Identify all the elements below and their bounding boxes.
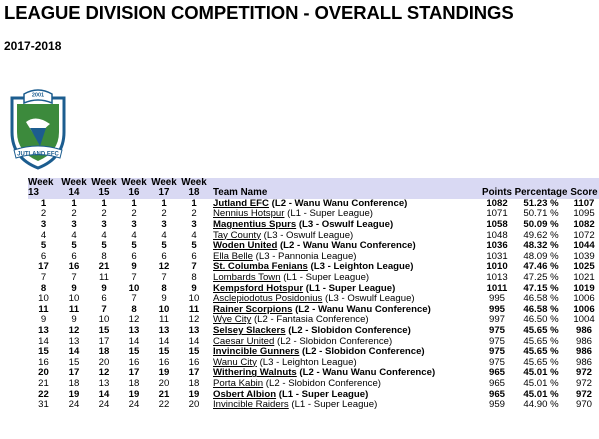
week-rank: 17 bbox=[128, 368, 140, 379]
percentage-header: Percentage bbox=[514, 187, 568, 199]
week-rank: 16 bbox=[128, 357, 140, 368]
week-header: Week 17 bbox=[151, 178, 177, 199]
week-rank: 24 bbox=[68, 400, 80, 411]
week-rank: 19 bbox=[128, 389, 140, 400]
team-cell bbox=[209, 209, 481, 220]
table-row bbox=[28, 294, 599, 305]
points-value: 975 bbox=[488, 336, 505, 347]
week-rank: 5 bbox=[40, 241, 47, 252]
week-rank: 9 bbox=[131, 262, 137, 273]
team-link[interactable]: Lombards Town bbox=[213, 272, 281, 283]
week-rank: 1 bbox=[40, 198, 47, 209]
week-rank: 7 bbox=[161, 272, 167, 283]
week-rank: 18 bbox=[128, 378, 140, 389]
points-header: Points bbox=[482, 187, 512, 199]
score-value: 986 bbox=[575, 325, 592, 336]
points-value: 1058 bbox=[486, 220, 508, 230]
week-rank: 7 bbox=[191, 262, 197, 273]
team-cell bbox=[209, 220, 481, 231]
score-value: 972 bbox=[575, 389, 592, 400]
week-rank: 24 bbox=[98, 400, 110, 411]
week-rank: 4 bbox=[101, 230, 107, 241]
page-title: LEAGUE DIVISION COMPETITION - OVERALL STANDINGS bbox=[4, 2, 514, 23]
svg-text:2001: 2001 bbox=[31, 92, 45, 99]
week-rank: 3 bbox=[101, 220, 107, 230]
league-label: (L1 - Super League) bbox=[284, 209, 374, 220]
team-name-header: Team Name bbox=[213, 187, 268, 199]
team-cell bbox=[209, 326, 481, 337]
table-row bbox=[28, 262, 599, 273]
percentage-value: 45.65 % bbox=[523, 325, 559, 336]
week-rank: 15 bbox=[158, 347, 170, 358]
points-value: 965 bbox=[488, 368, 505, 379]
standings-header-row bbox=[28, 178, 599, 199]
week-rank: 12 bbox=[158, 262, 170, 273]
score-value: 972 bbox=[575, 368, 592, 379]
points-value: 1031 bbox=[486, 251, 508, 262]
table-row bbox=[28, 231, 599, 242]
week-rank: 12 bbox=[128, 315, 140, 326]
team-link[interactable]: Porta Kabin bbox=[213, 378, 264, 389]
week-header: Week 14 bbox=[61, 178, 87, 199]
team-link[interactable]: Osbert Albion bbox=[213, 389, 277, 400]
week-rank: 9 bbox=[71, 315, 77, 326]
week-rank: 14 bbox=[158, 336, 170, 347]
week-rank: 7 bbox=[71, 272, 77, 283]
week-rank: 14 bbox=[98, 389, 110, 400]
week-rank: 14 bbox=[38, 336, 49, 347]
week-rank: 2 bbox=[191, 209, 197, 220]
week-rank: 21 bbox=[38, 378, 49, 389]
week-rank: 13 bbox=[188, 325, 200, 336]
percentage-value: 45.01 % bbox=[523, 378, 559, 389]
score-value: 1072 bbox=[573, 230, 595, 241]
week-rank: 2 bbox=[101, 209, 107, 220]
standings-body bbox=[28, 199, 599, 411]
percentage-value: 47.46 % bbox=[523, 262, 559, 273]
percentage-value: 49.62 % bbox=[523, 230, 559, 241]
team-cell bbox=[209, 337, 481, 348]
points-value: 1013 bbox=[486, 272, 508, 283]
league-label: (L2 - Slobidon Conference) bbox=[285, 325, 411, 336]
table-row bbox=[28, 347, 599, 358]
table-row bbox=[28, 390, 599, 401]
week-rank: 8 bbox=[101, 251, 107, 262]
score-value: 1004 bbox=[573, 315, 595, 326]
week-rank: 7 bbox=[131, 272, 137, 283]
week-rank: 5 bbox=[71, 241, 77, 252]
week-rank: 2 bbox=[71, 209, 77, 220]
score-value: 972 bbox=[575, 378, 592, 389]
league-label: (L2 - Slobidon Conference) bbox=[299, 347, 425, 358]
week-rank: 11 bbox=[99, 272, 109, 283]
score-value: 986 bbox=[575, 357, 592, 368]
week-header: Week 16 bbox=[121, 178, 147, 199]
team-link[interactable]: Kempsford Hotspur bbox=[213, 283, 304, 294]
league-label: (L1 - Super League) bbox=[276, 389, 369, 400]
league-label: (L1 - Super League) bbox=[288, 400, 378, 411]
week-rank: 13 bbox=[68, 336, 80, 347]
team-cell bbox=[209, 358, 481, 369]
week-rank: 4 bbox=[40, 230, 47, 241]
score-value: 1006 bbox=[573, 304, 595, 315]
team-cell bbox=[209, 294, 481, 305]
league-label: (L1 - Super League) bbox=[303, 283, 396, 294]
table-row bbox=[28, 220, 599, 231]
team-link[interactable]: Ella Belle bbox=[213, 251, 253, 262]
week-rank: 15 bbox=[128, 347, 140, 358]
team-cell bbox=[209, 262, 481, 273]
table-row bbox=[28, 284, 599, 295]
week-rank: 6 bbox=[161, 251, 167, 262]
week-header: Week 15 bbox=[91, 178, 117, 199]
percentage-value: 47.15 % bbox=[523, 283, 559, 294]
league-label: (L2 - Wanu Wanu Conference) bbox=[277, 241, 416, 252]
week-rank: 6 bbox=[71, 251, 77, 262]
week-rank: 10 bbox=[98, 315, 110, 326]
league-label: (L2 - Wanu Wanu Conference) bbox=[296, 368, 436, 379]
score-value: 1006 bbox=[573, 294, 595, 305]
league-label: (L2 - Fantasia Conference) bbox=[251, 315, 369, 326]
league-label: (L2 - Slobidon Conference) bbox=[274, 336, 393, 347]
team-link[interactable]: Tay County bbox=[213, 230, 261, 241]
week-rank: 12 bbox=[188, 315, 200, 326]
league-label: (L2 - Wanu Wanu Conference) bbox=[292, 304, 431, 315]
points-value: 965 bbox=[488, 389, 505, 400]
score-value: 1044 bbox=[573, 241, 595, 252]
points-value: 1071 bbox=[486, 209, 508, 220]
week-rank: 2 bbox=[131, 209, 137, 220]
league-label: (L2 - Wanu Wanu Conference) bbox=[268, 198, 408, 209]
week-rank: 1 bbox=[161, 198, 167, 209]
team-link[interactable]: Invincible Gunners bbox=[213, 347, 300, 358]
league-label: (L3 - Leighton League) bbox=[307, 262, 414, 273]
week-rank: 20 bbox=[98, 357, 110, 368]
table-row bbox=[28, 305, 599, 316]
week-rank: 18 bbox=[68, 378, 80, 389]
club-crest-logo bbox=[6, 84, 70, 170]
table-row bbox=[28, 252, 599, 263]
week-rank: 9 bbox=[71, 283, 77, 294]
week-rank: 10 bbox=[128, 283, 140, 294]
team-cell bbox=[209, 199, 481, 210]
percentage-value: 47.25 % bbox=[523, 272, 559, 283]
table-row bbox=[28, 379, 599, 390]
team-cell bbox=[209, 252, 481, 263]
week-rank: 6 bbox=[101, 294, 107, 305]
team-cell bbox=[209, 231, 481, 242]
team-cell bbox=[209, 368, 481, 379]
table-row bbox=[28, 400, 599, 411]
week-rank: 16 bbox=[68, 262, 80, 273]
week-rank: 15 bbox=[38, 347, 49, 358]
week-rank: 10 bbox=[68, 294, 80, 305]
team-link[interactable]: Rainer Scorpions bbox=[213, 304, 293, 315]
week-rank: 24 bbox=[128, 400, 140, 411]
week-rank: 14 bbox=[128, 336, 140, 347]
team-link[interactable]: Jutland EFC bbox=[213, 198, 269, 209]
team-link[interactable]: Wanu City bbox=[213, 357, 257, 368]
percentage-value: 44.90 % bbox=[523, 400, 559, 411]
week-rank: 17 bbox=[68, 368, 80, 379]
week-rank: 10 bbox=[188, 294, 200, 305]
score-value: 986 bbox=[575, 336, 592, 347]
points-value: 1082 bbox=[486, 198, 508, 209]
league-label: (L3 - Oswulf League) bbox=[296, 220, 394, 230]
standings-table bbox=[28, 178, 599, 411]
week-rank: 15 bbox=[98, 325, 110, 336]
team-cell bbox=[209, 241, 481, 252]
score-value: 1095 bbox=[573, 209, 595, 220]
table-row bbox=[28, 326, 599, 337]
week-rank: 17 bbox=[188, 368, 200, 379]
week-rank: 11 bbox=[38, 304, 49, 315]
week-rank: 1 bbox=[131, 198, 137, 209]
week-rank: 20 bbox=[158, 378, 170, 389]
percentage-value: 51.23 % bbox=[523, 198, 559, 209]
table-row bbox=[28, 241, 599, 252]
league-label: (L2 - Slobidon Conference) bbox=[263, 378, 381, 389]
week-rank: 11 bbox=[188, 304, 200, 315]
table-row bbox=[28, 273, 599, 284]
percentage-value: 45.01 % bbox=[523, 389, 559, 400]
week-rank: 16 bbox=[158, 357, 170, 368]
team-cell bbox=[209, 284, 481, 295]
week-rank: 9 bbox=[40, 315, 47, 326]
week-rank: 10 bbox=[158, 304, 170, 315]
table-row bbox=[28, 199, 599, 210]
week-rank: 11 bbox=[68, 304, 80, 315]
league-label: (L3 - Leighton League) bbox=[256, 357, 357, 368]
points-value: 1048 bbox=[486, 230, 508, 241]
week-rank: 4 bbox=[71, 230, 77, 241]
points-value: 975 bbox=[488, 325, 505, 336]
week-header: Week 18 bbox=[181, 178, 207, 199]
score-value: 1021 bbox=[573, 272, 595, 283]
week-rank: 6 bbox=[191, 251, 197, 262]
points-value: 975 bbox=[488, 347, 505, 358]
percentage-value: 50.09 % bbox=[523, 220, 559, 230]
score-value: 970 bbox=[575, 400, 592, 411]
week-rank: 15 bbox=[68, 357, 80, 368]
week-rank: 18 bbox=[98, 347, 110, 358]
week-rank: 5 bbox=[191, 241, 197, 252]
week-rank: 8 bbox=[191, 272, 197, 283]
points-value: 975 bbox=[488, 357, 505, 368]
week-rank: 21 bbox=[158, 389, 170, 400]
week-rank: 1 bbox=[101, 198, 107, 209]
week-rank: 22 bbox=[38, 389, 49, 400]
score-value: 1082 bbox=[573, 220, 595, 230]
week-rank: 12 bbox=[68, 325, 80, 336]
team-link[interactable]: Caesar United bbox=[213, 336, 275, 347]
league-label: (L3 - Pannonia League) bbox=[253, 251, 357, 262]
points-value: 995 bbox=[488, 294, 505, 305]
week-header: Week 13 bbox=[28, 178, 54, 199]
week-rank: 16 bbox=[188, 357, 200, 368]
team-cell bbox=[209, 400, 481, 411]
week-rank: 19 bbox=[68, 389, 80, 400]
week-rank: 19 bbox=[158, 368, 170, 379]
team-link[interactable]: Withering Walnuts bbox=[213, 368, 297, 379]
week-rank: 3 bbox=[131, 220, 137, 230]
week-rank: 7 bbox=[40, 272, 47, 283]
week-rank: 14 bbox=[68, 347, 80, 358]
table-row bbox=[28, 337, 599, 348]
week-rank: 17 bbox=[98, 336, 110, 347]
week-rank: 3 bbox=[40, 220, 47, 230]
week-rank: 4 bbox=[191, 230, 197, 241]
week-rank: 9 bbox=[101, 283, 107, 294]
team-cell bbox=[209, 379, 481, 390]
league-label: (L3 - Oswulf League) bbox=[261, 230, 354, 241]
team-cell bbox=[209, 390, 481, 401]
score-value: 1019 bbox=[573, 283, 595, 294]
week-rank: 15 bbox=[188, 347, 200, 358]
team-link[interactable]: Woden United bbox=[213, 241, 278, 252]
week-rank: 8 bbox=[40, 283, 47, 294]
percentage-value: 45.65 % bbox=[523, 347, 559, 358]
week-rank: 13 bbox=[158, 325, 170, 336]
table-row bbox=[28, 209, 599, 220]
week-rank: 31 bbox=[38, 400, 49, 411]
week-rank: 7 bbox=[131, 294, 137, 305]
week-rank: 9 bbox=[161, 294, 167, 305]
percentage-value: 45.65 % bbox=[523, 357, 559, 368]
week-rank: 8 bbox=[131, 304, 137, 315]
week-rank: 18 bbox=[188, 378, 200, 389]
week-rank: 10 bbox=[38, 294, 49, 305]
percentage-value: 48.09 % bbox=[523, 251, 559, 262]
league-label: (L3 - Oswulf League) bbox=[322, 294, 415, 305]
week-rank: 4 bbox=[161, 230, 167, 241]
week-rank: 5 bbox=[131, 241, 137, 252]
week-rank: 3 bbox=[161, 220, 167, 230]
points-value: 959 bbox=[488, 400, 505, 411]
team-link[interactable]: Asclepiodotus Posidonius bbox=[213, 294, 323, 305]
team-link[interactable]: Invincible Raiders bbox=[213, 400, 289, 411]
week-rank: 16 bbox=[38, 357, 49, 368]
week-rank: 21 bbox=[98, 262, 110, 273]
week-rank: 2 bbox=[161, 209, 167, 220]
team-link[interactable]: Magnentius Spurs bbox=[213, 220, 297, 230]
week-rank: 11 bbox=[159, 315, 169, 326]
week-rank: 22 bbox=[158, 400, 170, 411]
percentage-value: 50.71 % bbox=[523, 209, 559, 220]
score-value: 986 bbox=[575, 347, 592, 358]
week-rank: 17 bbox=[38, 262, 49, 273]
percentage-value: 46.58 % bbox=[523, 294, 559, 305]
week-rank: 12 bbox=[98, 368, 110, 379]
table-row bbox=[28, 358, 599, 369]
week-rank: 1 bbox=[191, 198, 197, 209]
percentage-value: 45.65 % bbox=[523, 336, 559, 347]
percentage-value: 48.32 % bbox=[523, 241, 559, 252]
score-value: 1039 bbox=[573, 251, 595, 262]
points-value: 997 bbox=[488, 315, 505, 326]
week-rank: 20 bbox=[188, 400, 200, 411]
week-rank: 1 bbox=[71, 198, 77, 209]
points-value: 965 bbox=[488, 378, 505, 389]
score-value: 1107 bbox=[573, 198, 595, 209]
league-label: (L1 - Super League) bbox=[280, 272, 370, 283]
table-row bbox=[28, 315, 599, 326]
week-rank: 2 bbox=[40, 209, 47, 220]
percentage-value: 46.50 % bbox=[523, 315, 559, 326]
week-rank: 20 bbox=[38, 368, 49, 379]
points-value: 1011 bbox=[486, 283, 508, 294]
week-rank: 13 bbox=[98, 378, 110, 389]
week-rank: 6 bbox=[40, 251, 47, 262]
team-cell bbox=[209, 305, 481, 316]
week-rank: 6 bbox=[131, 251, 137, 262]
table-row bbox=[28, 368, 599, 379]
week-rank: 3 bbox=[71, 220, 77, 230]
week-rank: 13 bbox=[128, 325, 140, 336]
team-link[interactable]: Wye City bbox=[213, 315, 252, 326]
team-cell bbox=[209, 347, 481, 358]
week-rank: 9 bbox=[191, 283, 197, 294]
score-header: Score bbox=[570, 187, 598, 199]
points-value: 1010 bbox=[486, 262, 508, 273]
team-link[interactable]: Nennius Hotspur bbox=[213, 209, 285, 220]
week-rank: 3 bbox=[191, 220, 197, 230]
percentage-value: 45.01 % bbox=[523, 368, 559, 379]
team-link[interactable]: Selsey Slackers bbox=[213, 325, 286, 336]
team-cell bbox=[209, 273, 481, 284]
week-rank: 8 bbox=[161, 283, 167, 294]
team-link[interactable]: St. Columba Fenians bbox=[213, 262, 308, 273]
points-value: 995 bbox=[488, 304, 505, 315]
points-value: 1036 bbox=[486, 241, 508, 252]
season-label: 2017-2018 bbox=[4, 39, 62, 53]
team-cell bbox=[209, 315, 481, 326]
week-rank: 14 bbox=[188, 336, 200, 347]
percentage-value: 46.58 % bbox=[523, 304, 559, 315]
score-value: 1025 bbox=[573, 262, 595, 273]
svg-text:JUTLAND EFC: JUTLAND EFC bbox=[17, 151, 59, 158]
week-rank: 7 bbox=[101, 304, 107, 315]
week-rank: 19 bbox=[188, 389, 200, 400]
week-rank: 5 bbox=[101, 241, 107, 252]
week-rank: 5 bbox=[161, 241, 167, 252]
week-rank: 13 bbox=[38, 325, 49, 336]
week-rank: 4 bbox=[131, 230, 137, 241]
